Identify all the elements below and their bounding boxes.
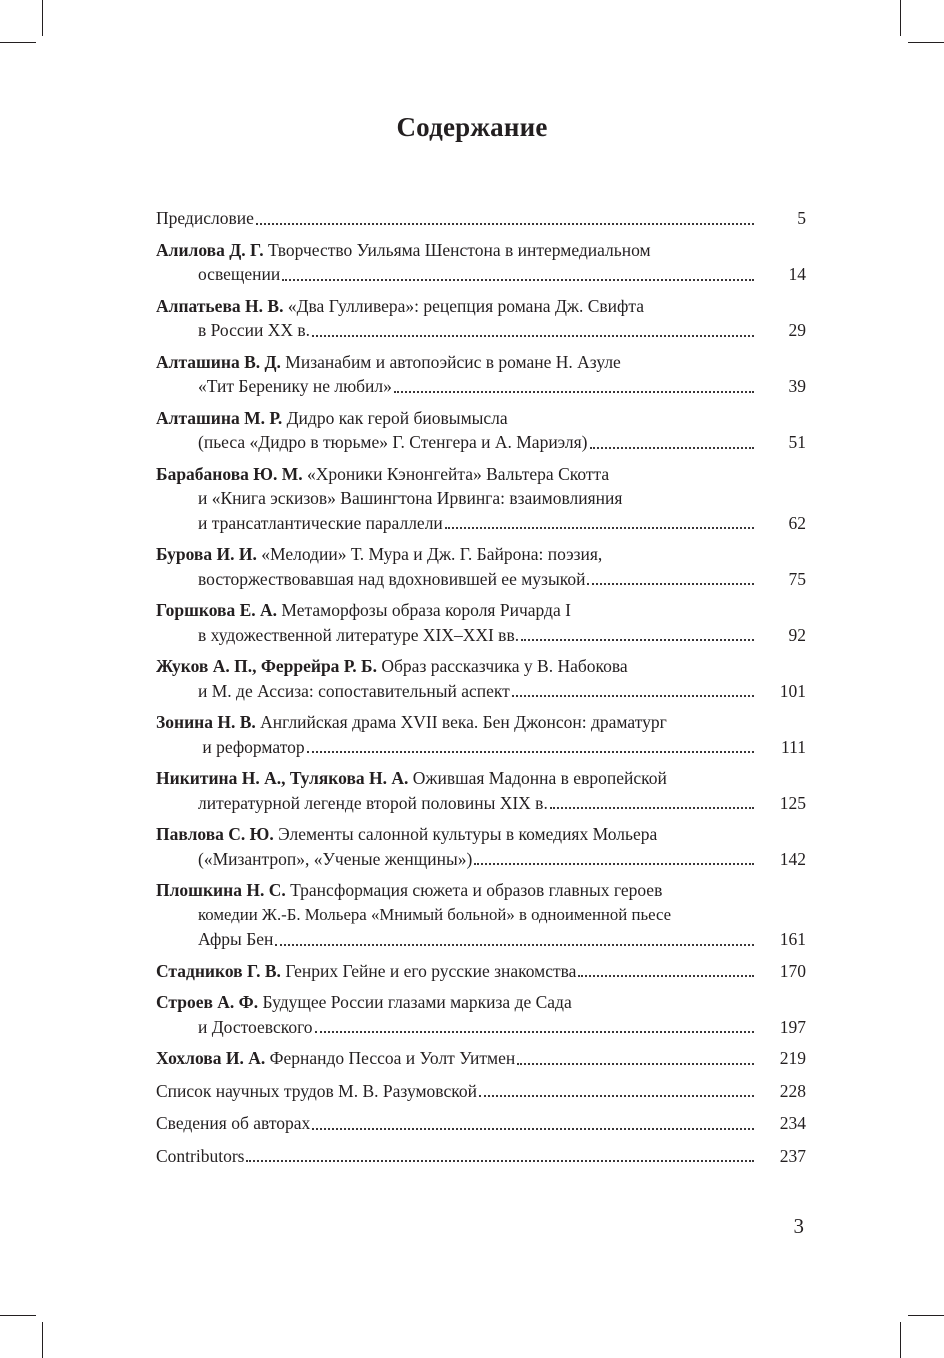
leader-dots xyxy=(312,335,754,337)
toc-entry-author: Зонина Н. В. xyxy=(156,712,256,732)
toc-entry-author: Плошкина Н. С. xyxy=(156,880,286,900)
toc-page-number: 92 xyxy=(788,624,806,645)
leader-dots xyxy=(445,527,754,529)
leader-dots xyxy=(312,1128,754,1130)
toc-entry[interactable] xyxy=(156,1144,806,1169)
toc-entry-title: Творчество Уильяма Шенстона в интермедиальном xyxy=(267,239,651,260)
toc-entry-title: Сведения об авторах xyxy=(156,1113,311,1133)
toc-entry[interactable] xyxy=(156,1111,806,1136)
toc-entry-title: Список научных трудов М. В. Разумовской xyxy=(156,1080,477,1101)
toc-entry-title: и реформатор xyxy=(198,736,305,757)
leader-dots xyxy=(521,639,754,641)
toc-page-number: 219 xyxy=(779,1048,806,1068)
crop-mark xyxy=(900,1322,901,1358)
toc-entry-author: Алташина В. Д. xyxy=(156,351,281,372)
toc-entry-title: Метаморфозы образа короля Ричарда I xyxy=(281,600,571,620)
toc-page-number: 29 xyxy=(788,320,806,340)
toc-entry[interactable] xyxy=(156,542,806,591)
toc-entry[interactable] xyxy=(156,766,806,815)
toc-entry-title: Английская драма XVII века. Бен Джонсон: драматург xyxy=(260,712,667,732)
leader-dots xyxy=(474,863,754,865)
toc-entry[interactable] xyxy=(156,822,806,871)
toc-entry-title: Дидро как герой биовымысла xyxy=(286,407,508,428)
toc-entry-title: Трансформация сюжета и образов главных героев xyxy=(290,880,663,900)
toc-page-number: 237 xyxy=(779,1145,806,1166)
toc-entry-author: Алпатьева Н. В. xyxy=(156,295,284,316)
toc-page-number: 101 xyxy=(779,680,806,701)
toc-entry[interactable] xyxy=(156,294,806,343)
toc-entry-title: (пьеса «Дидро в тюрьме» Г. Стенгера и А. Мариэля) xyxy=(198,432,588,452)
toc-entry[interactable] xyxy=(156,1046,806,1071)
toc-page-number: 142 xyxy=(779,848,806,869)
toc-page-number: 170 xyxy=(779,960,806,981)
toc-page-number: 125 xyxy=(779,792,806,813)
toc-entry-author: Павлова С. Ю. xyxy=(156,824,274,844)
crop-mark xyxy=(42,0,43,36)
leader-dots xyxy=(275,944,754,946)
toc-entry-title: Мизанабим и автопоэйсис в романе Н. Азуле xyxy=(285,351,621,372)
page-number: 3 xyxy=(793,1214,804,1238)
toc-entry[interactable] xyxy=(156,990,806,1039)
toc-entry-author: Жуков А. П., Феррейра Р. Б. xyxy=(156,656,378,676)
toc-entry[interactable] xyxy=(156,350,806,399)
toc-entry-author: Стадников Г. В. xyxy=(156,960,281,981)
toc-entry[interactable] xyxy=(156,406,806,455)
crop-mark xyxy=(0,42,36,43)
leader-dots xyxy=(590,447,755,449)
toc-entry-title: «Два Гулливера»: рецепция романа Дж. Свифта xyxy=(287,295,644,316)
leader-dots xyxy=(307,751,754,753)
toc-entry[interactable] xyxy=(156,462,806,536)
table-of-contents xyxy=(156,206,806,1168)
toc-entry[interactable] xyxy=(156,654,806,703)
toc-entry-title: и Достоевского xyxy=(198,1016,313,1037)
toc-entry-title: в России XX в. xyxy=(198,320,311,340)
toc-entry-author: Алилова Д. Г. xyxy=(156,239,264,260)
toc-page-number: 75 xyxy=(788,568,806,589)
toc-entry-author: Хохлова И. А. xyxy=(156,1048,266,1068)
crop-mark xyxy=(900,0,901,36)
crop-mark xyxy=(42,1322,43,1358)
toc-entry-author: Строев А. Ф. xyxy=(156,992,259,1012)
toc-entry[interactable] xyxy=(156,1079,806,1104)
toc-entry-title: Фернандо Пессоа и Уолт Уитмен xyxy=(269,1048,516,1068)
toc-page-number: 39 xyxy=(788,376,806,396)
toc-entry[interactable] xyxy=(156,238,806,287)
toc-entry[interactable] xyxy=(156,206,806,231)
toc-entry-title: и М. де Ассиза: сопоставительный аспект xyxy=(198,680,510,701)
leader-dots xyxy=(550,807,754,809)
toc-entry[interactable] xyxy=(156,710,806,759)
toc-page-number: 111 xyxy=(781,736,806,757)
leader-dots xyxy=(587,583,754,585)
leader-dots xyxy=(315,1031,754,1033)
toc-entry-title: и «Книга эскизов» Вашингтона Ирвинга: взаимовлияния xyxy=(198,488,623,508)
toc-entry[interactable] xyxy=(156,959,806,984)
leader-dots xyxy=(512,695,754,697)
toc-entry-title: Ожившая Мадонна в европейской xyxy=(412,768,667,788)
toc-entry-title: в художественной литературе XIX–XXI вв. xyxy=(198,624,520,645)
leader-dots xyxy=(282,279,754,281)
toc-entry-title: Будущее России глазами маркиза де Сада xyxy=(262,992,572,1012)
toc-entry-title: Предисловие xyxy=(156,208,254,228)
page-title: Содержание xyxy=(396,112,548,142)
toc-entry-title: Афры Бен xyxy=(198,929,274,949)
toc-page-number: 5 xyxy=(797,208,806,228)
leader-dots xyxy=(578,975,754,977)
toc-page-number: 161 xyxy=(779,929,806,949)
toc-entry-title: Образ рассказчика у В. Набокова xyxy=(381,656,628,676)
toc-entry-title: комедии Ж.-Б. Мольера «Мнимый больной» в одноименной пьесе xyxy=(198,904,672,924)
toc-entry-title: Элементы салонной культуры в комедиях Мольера xyxy=(278,824,658,844)
toc-page-number: 51 xyxy=(788,432,806,452)
toc-entry-author: Алташина М. Р. xyxy=(156,407,283,428)
toc-entry-title: и трансатлантические параллели xyxy=(198,512,443,533)
leader-dots xyxy=(394,391,754,393)
toc-entry-title: «Тит Беренику не любил» xyxy=(198,376,392,396)
leader-dots xyxy=(479,1095,754,1097)
crop-mark xyxy=(908,1315,944,1316)
toc-page-number: 62 xyxy=(788,512,806,533)
toc-entry-title: Contributors xyxy=(156,1145,245,1166)
toc-entry-author: Горшкова Е. А. xyxy=(156,600,278,620)
crop-mark xyxy=(908,42,944,43)
leader-dots xyxy=(256,223,754,225)
leader-dots xyxy=(246,1160,754,1162)
crop-mark xyxy=(0,1315,36,1316)
toc-entry-title: («Мизантроп», «Ученые женщины») xyxy=(198,848,473,869)
toc-entry[interactable] xyxy=(156,598,806,647)
toc-page-number: 234 xyxy=(779,1113,806,1133)
toc-entry-title: восторжествовавшая над вдохновившей ее музыкой xyxy=(198,568,586,589)
toc-entry-author: Бурова И. И. xyxy=(156,544,257,564)
toc-page-number: 228 xyxy=(779,1080,806,1101)
toc-entry-title: «Хроники Кэнонгейта» Вальтера Скотта xyxy=(307,463,610,484)
toc-page-number: 14 xyxy=(788,264,806,284)
toc-entry[interactable] xyxy=(156,878,806,952)
leader-dots xyxy=(517,1063,754,1065)
toc-page-number: 197 xyxy=(779,1016,806,1037)
toc-entry-title: литературной легенде второй половины XIX в. xyxy=(198,792,548,813)
toc-entry-title: Генрих Гейне и его русские знакомства xyxy=(285,960,577,981)
toc-entry-title: освещении xyxy=(198,264,281,284)
toc-entry-author: Барабанова Ю. М. xyxy=(156,463,303,484)
toc-entry-author: Никитина Н. А., Тулякова Н. А. xyxy=(156,768,409,788)
toc-entry-title: «Мелодии» Т. Мура и Дж. Г. Байрона: поэзия, xyxy=(261,544,603,564)
